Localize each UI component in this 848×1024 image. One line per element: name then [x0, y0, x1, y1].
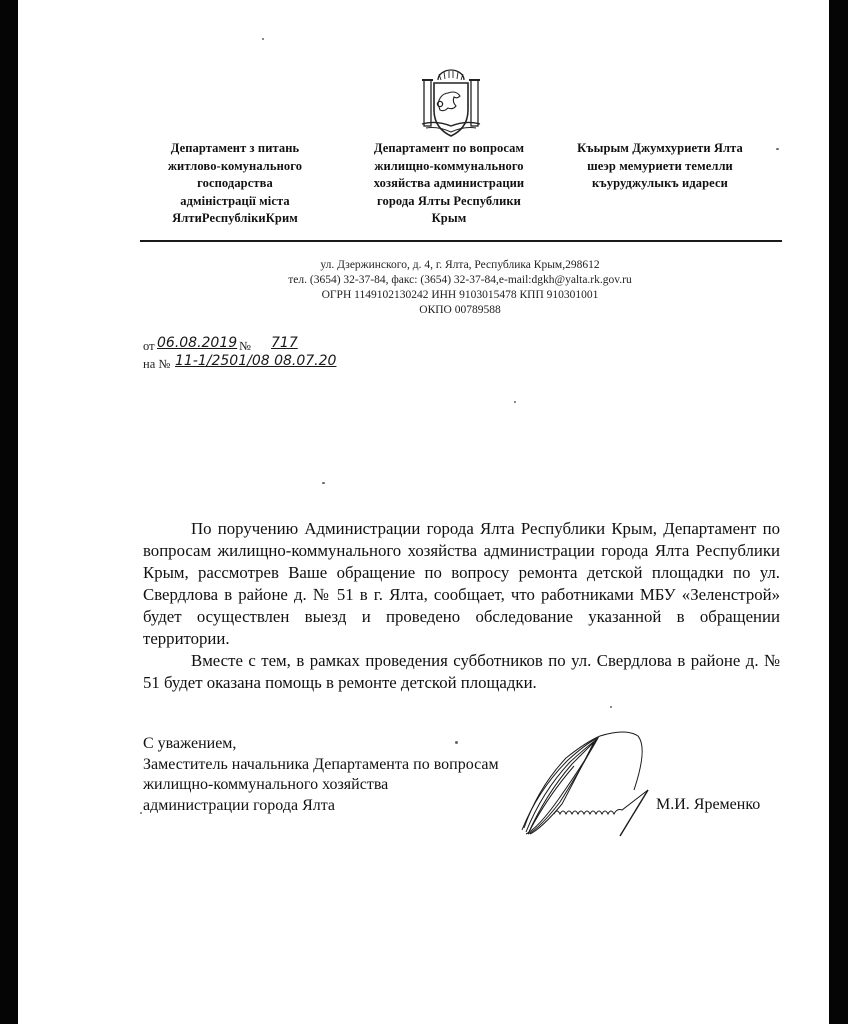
department-name-russian: [354, 140, 544, 228]
salutation: С уважением,: [143, 735, 237, 752]
scan-speck: [514, 401, 516, 403]
header-line: хозяйства администрации: [373, 176, 525, 190]
scan-edge-left: [0, 0, 18, 1024]
header-line: къуруджулыкъ идареси: [592, 176, 728, 190]
address: ул. Дзержинского, д. 4, г. Ялта, Республика Крым,298612: [320, 259, 600, 271]
letter-body: [143, 518, 780, 694]
header-line: господарства: [197, 176, 273, 190]
scan-speck: [776, 148, 779, 150]
header-line: Департамент з питань: [170, 141, 300, 155]
outgoing-date: 06.08.2019: [157, 335, 238, 351]
number-label: №: [239, 339, 251, 353]
scan-speck: [455, 741, 458, 744]
outgoing-registration: [143, 335, 298, 355]
position-line: Заместитель начальника Департамента по вопросам: [143, 755, 499, 773]
header-line: Крым: [431, 211, 467, 225]
department-name-ukrainian: [140, 140, 330, 228]
registration-block: [143, 335, 337, 373]
department-name-crimean-tatar: [560, 140, 760, 193]
header-line: ЯлтиРеспублікиКрим: [172, 211, 298, 225]
closing-block: [143, 734, 499, 816]
reply-label: на №: [143, 357, 171, 371]
header-line: города Ялты Республики: [377, 193, 521, 208]
registry-codes: ОГРН 1149102130242 ИНН 9103015478 КПП 910301001: [321, 289, 599, 301]
header-line: Департамент по вопросам: [373, 141, 525, 155]
okpo-code: ОКПО 00789588: [419, 304, 501, 316]
header-line: житлово-комунального: [167, 158, 303, 173]
header-line: жилищно-коммунального: [374, 158, 524, 173]
outgoing-number: 717: [271, 335, 298, 351]
scan-speck: [322, 482, 325, 484]
body-paragraph: Вместе с тем, в рамках проведения субботников по ул. Свердлова в районе д. № 51 будет оказана помощь в ремонте детской площадки.: [143, 651, 780, 692]
reply-number: 11-1/2501/08 08.07.20: [175, 353, 337, 369]
header-line: Къырым Джумхуриети Ялта: [577, 141, 743, 155]
phone-email: тел. (3654) 32-37-84, факс: (3654) 32-37-84,e-mail:dgkh@yalta.rk.gov.ru: [288, 274, 632, 286]
scan-speck: [610, 706, 612, 708]
scan-speck: [140, 812, 142, 814]
handwritten-signature: [508, 730, 668, 848]
contact-block: [240, 258, 680, 318]
letterhead-divider: [140, 240, 782, 242]
scan-speck: [262, 38, 264, 40]
header-line: шеэр мемуриети темелли: [587, 158, 733, 173]
scan-edge-right: [829, 0, 848, 1024]
signer-name: М.И. Яременко: [656, 796, 761, 813]
from-label: от: [143, 339, 155, 353]
reply-reference: [143, 353, 337, 373]
position-line: жилищно-коммунального хозяйства: [143, 776, 389, 793]
header-line: адміністрації міста: [180, 193, 290, 208]
crimea-coat-of-arms-icon: [416, 66, 486, 142]
position-line: администрации города Ялта: [143, 796, 336, 814]
body-paragraph: По поручению Администрации города Ялта Республики Крым, Департамент по вопросам жилищно-коммунального хозяйства администрации города Ялта Республики Крым, рассмотрев Ваше обращение по вопросу ремонта детской площадки по ул. Свердлова в районе д. № 51 в г. Ялта, сообщает, что работниками МБУ «Зеленстрой» будет осуществлен выезд и проведено обследование указанной в обращении территории.: [143, 519, 780, 648]
